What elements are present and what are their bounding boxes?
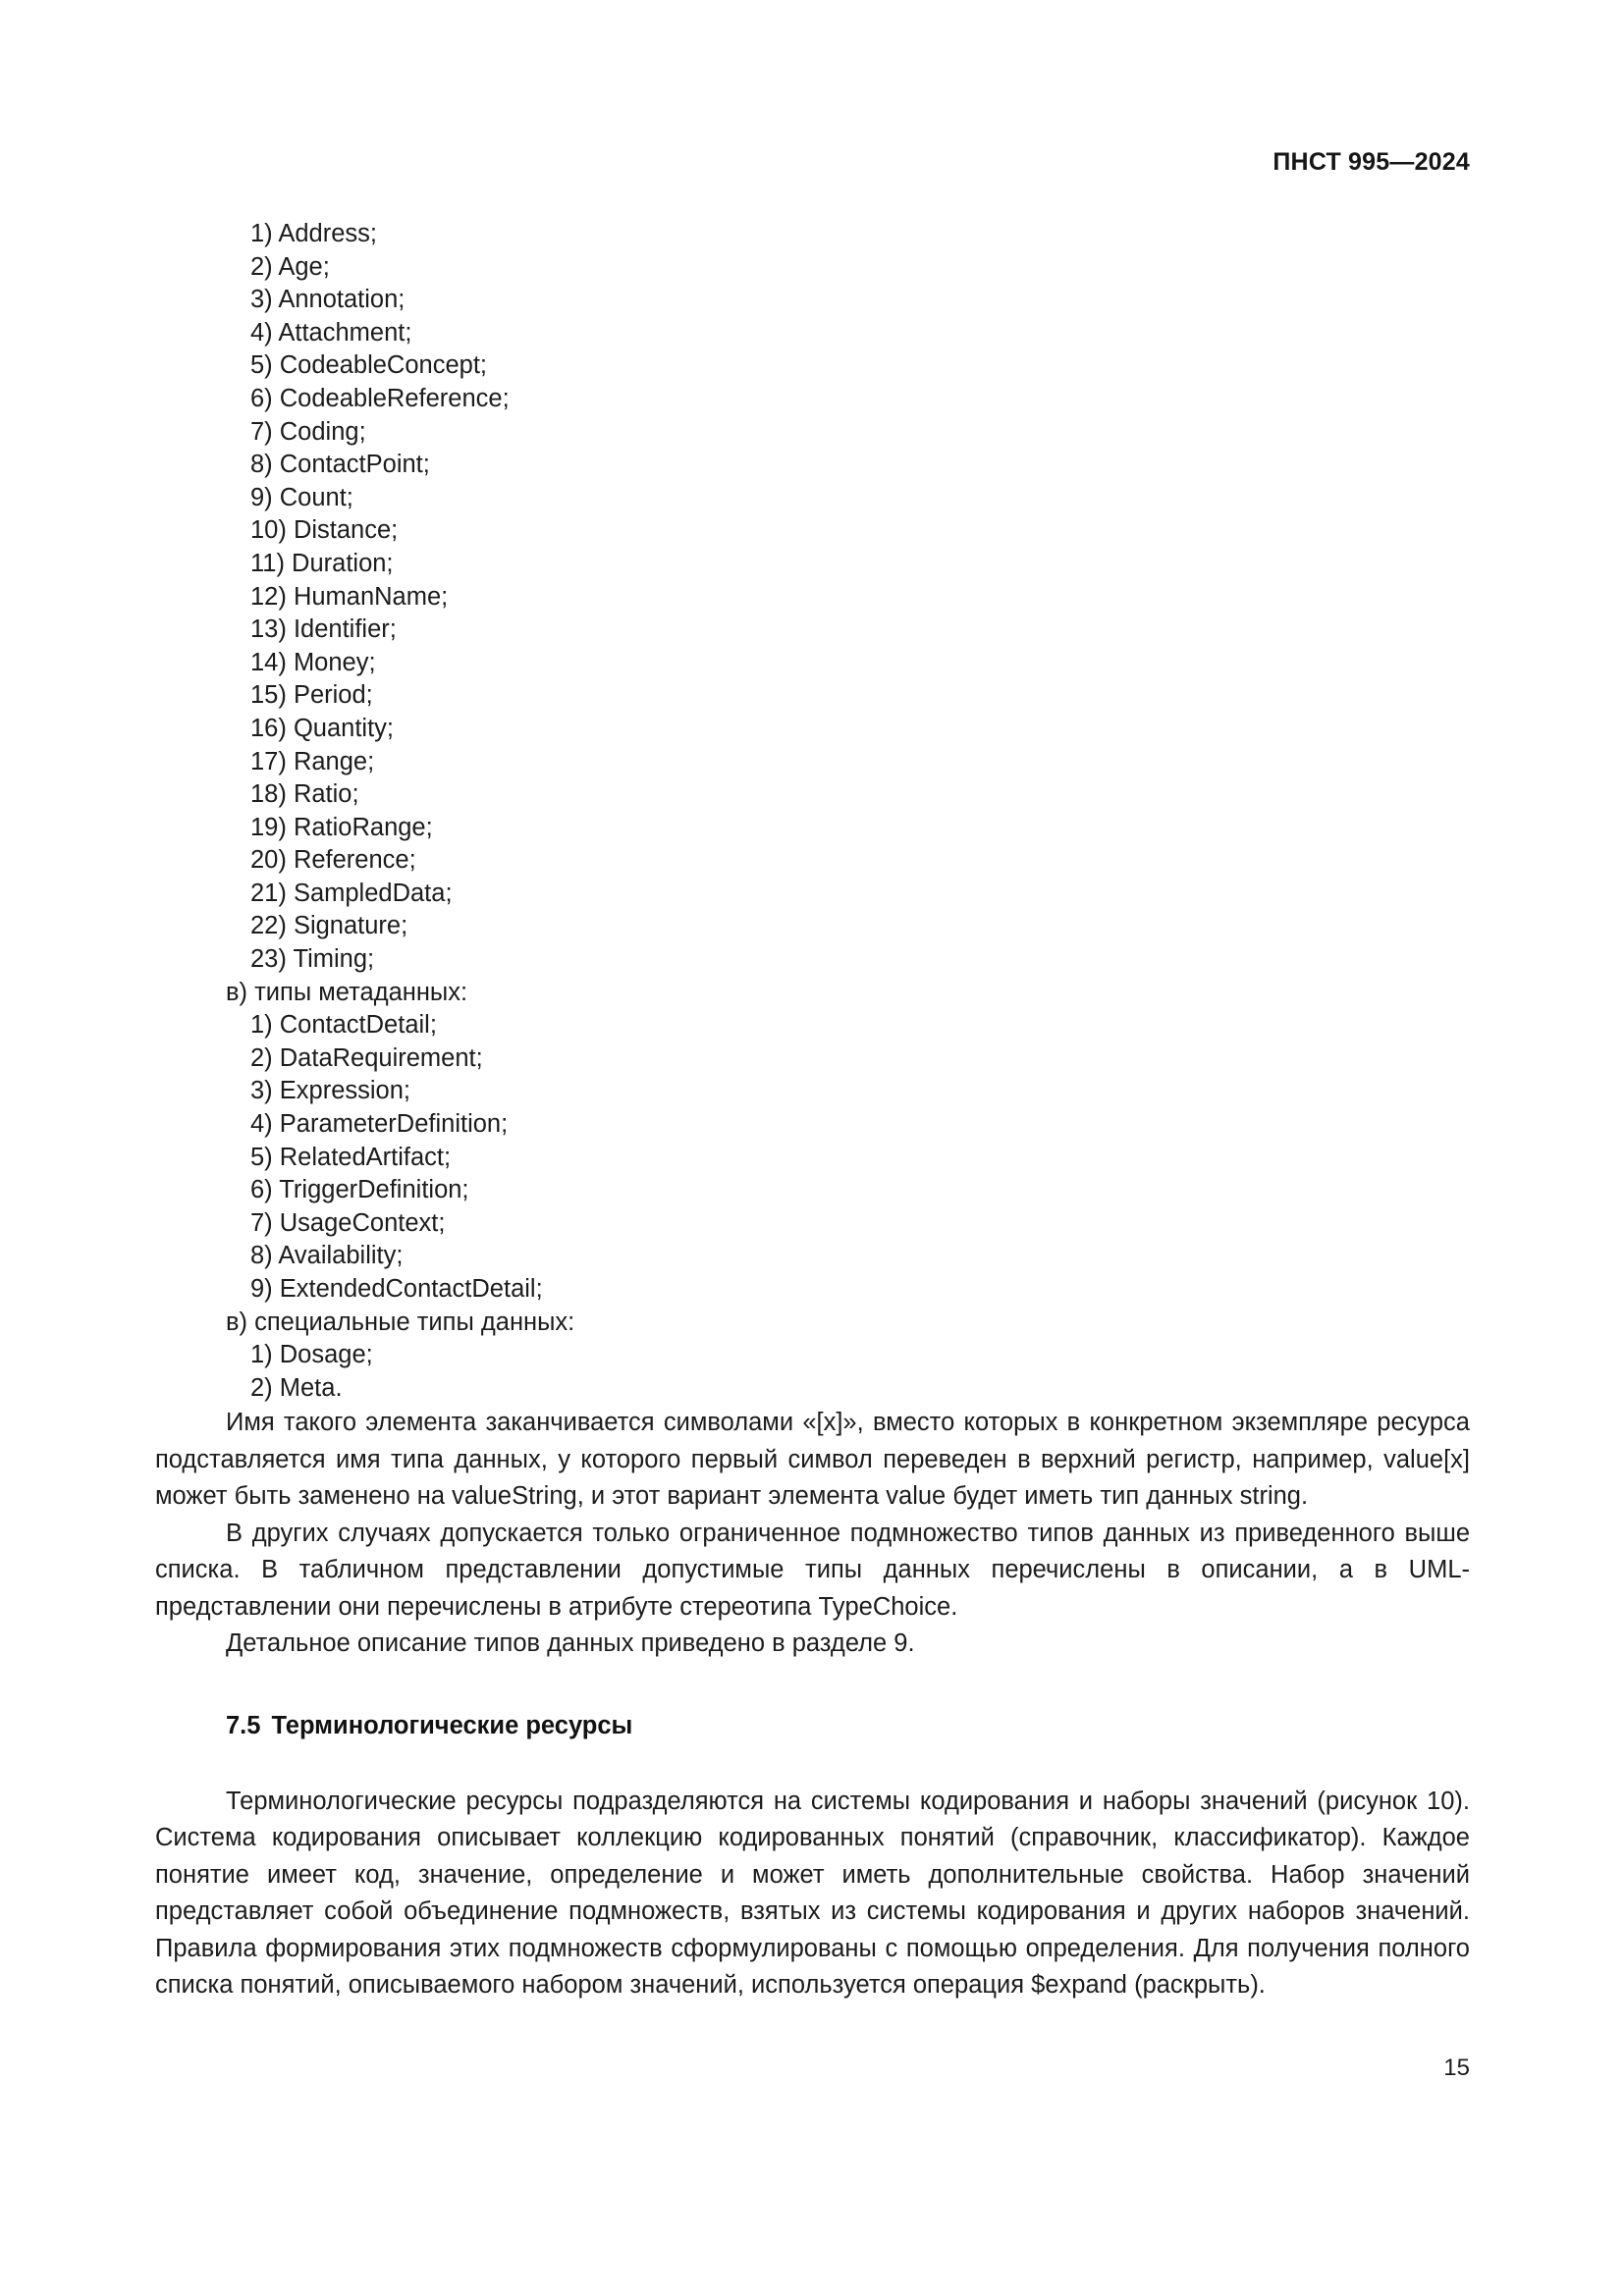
list-item: 3) Expression; (250, 1077, 410, 1105)
special-types-list (155, 1307, 1470, 1406)
list-item: 5) RelatedArtifact; (250, 1143, 452, 1171)
page-content (155, 218, 1470, 2004)
list-item: 5) CodeableConcept; (250, 351, 487, 380)
list-item: 3) Annotation; (250, 286, 406, 314)
list-item: 2) Meta. (250, 1373, 343, 1402)
list-item: 9) Count; (250, 483, 353, 511)
list-item: 8) ContactPoint; (250, 451, 430, 479)
body-paragraph-element-naming: Имя такого элемента заканчивается символами «[x]», вместо которых в конкретном экземпляре ресурса подставляется имя типа данных, у которого первый символ переведен в верхний регистр, например, value[x] может быть заменено на valueString, и этот вариант элемента value будет иметь тип данных string. (155, 1409, 1470, 1511)
running-header-standard-id: ПНСТ 995—2024 (1272, 148, 1470, 176)
list-item: 23) Timing; (250, 945, 375, 974)
list-item: 20) Reference; (250, 846, 416, 875)
general-data-types-list (155, 218, 1470, 977)
list-item: 22) Signature; (250, 912, 408, 940)
list-item: 1) Dosage; (250, 1341, 373, 1369)
list-item: 9) ExtendedContactDetail; (250, 1275, 543, 1303)
list-item: 12) HumanName; (250, 582, 449, 611)
list-item: 1) Address; (250, 220, 377, 247)
metadata-types-list (155, 977, 1470, 1307)
list-item: 8) Availability; (250, 1242, 404, 1270)
list-item: 1) ContactDetail; (250, 1011, 437, 1040)
heading-spacer (155, 1663, 1470, 1710)
list-item: 7) UsageContext; (250, 1208, 446, 1237)
list-item: 2) Age; (250, 252, 330, 281)
section-heading-7-5 (155, 1710, 1470, 1742)
list-group-label-special: в) специальные типы данных: (226, 1308, 575, 1336)
list-item: 10) Distance; (250, 516, 399, 545)
list-item: 16) Quantity; (250, 714, 394, 742)
page-number: 15 (1443, 2055, 1470, 2081)
body-paragraph-detailed-description-ref: Детальное описание типов данных приведено в разделе 9. (226, 1629, 915, 1658)
list-item: 7) Coding; (250, 417, 366, 446)
list-item: 14) Money; (250, 648, 376, 676)
section-number: 7.5 (226, 1711, 261, 1739)
list-item: 6) CodeableReference; (250, 384, 510, 412)
list-item: 4) Attachment; (250, 318, 412, 347)
list-item: 13) Identifier; (250, 615, 397, 644)
list-item: 2) DataRequirement; (250, 1043, 483, 1072)
list-item: 6) TriggerDefinition; (250, 1176, 469, 1204)
list-item: 17) Range; (250, 747, 375, 775)
list-group-label-metadata: в) типы метаданных: (226, 978, 468, 1006)
list-item: 21) SampledData; (250, 879, 453, 907)
list-item: 15) Period; (250, 681, 373, 710)
list-item: 19) RatioRange; (250, 813, 433, 841)
list-item: 4) ParameterDefinition; (250, 1110, 509, 1139)
body-paragraph-restricted-subset: В других случаях допускается только ограниченное подмножество типов данных из приведенного выше списка. В табличном представлении допустимые типы данных перечислены в описании, а в UML-представлении они перечислены в атрибуте стереотипа TypeChoice. (155, 1519, 1470, 1621)
body-paragraph-terminology-resources: Терминологические ресурсы подразделяются на системы кодирования и наборы значений (рисунок 10). Система кодирования описывает коллекцию кодированных понятий (справочник, классификатор). Каждое понятие имеет код, значение, определение и может иметь дополнительные свойства. Набор значений представляет собой объединение подмножеств, взятых из системы кодирования и других наборов значений. Правила формирования этих подмножеств сформулированы с помощью определения. Для получения полного списка понятий, описываемого набором значений, используется операция $expand (раскрыть). (155, 1787, 1470, 2000)
heading-spacer (155, 1742, 1470, 1784)
section-title: Терминологические ресурсы (271, 1711, 633, 1739)
list-item: 18) Ratio; (250, 780, 359, 809)
list-item: 11) Duration; (250, 549, 394, 577)
